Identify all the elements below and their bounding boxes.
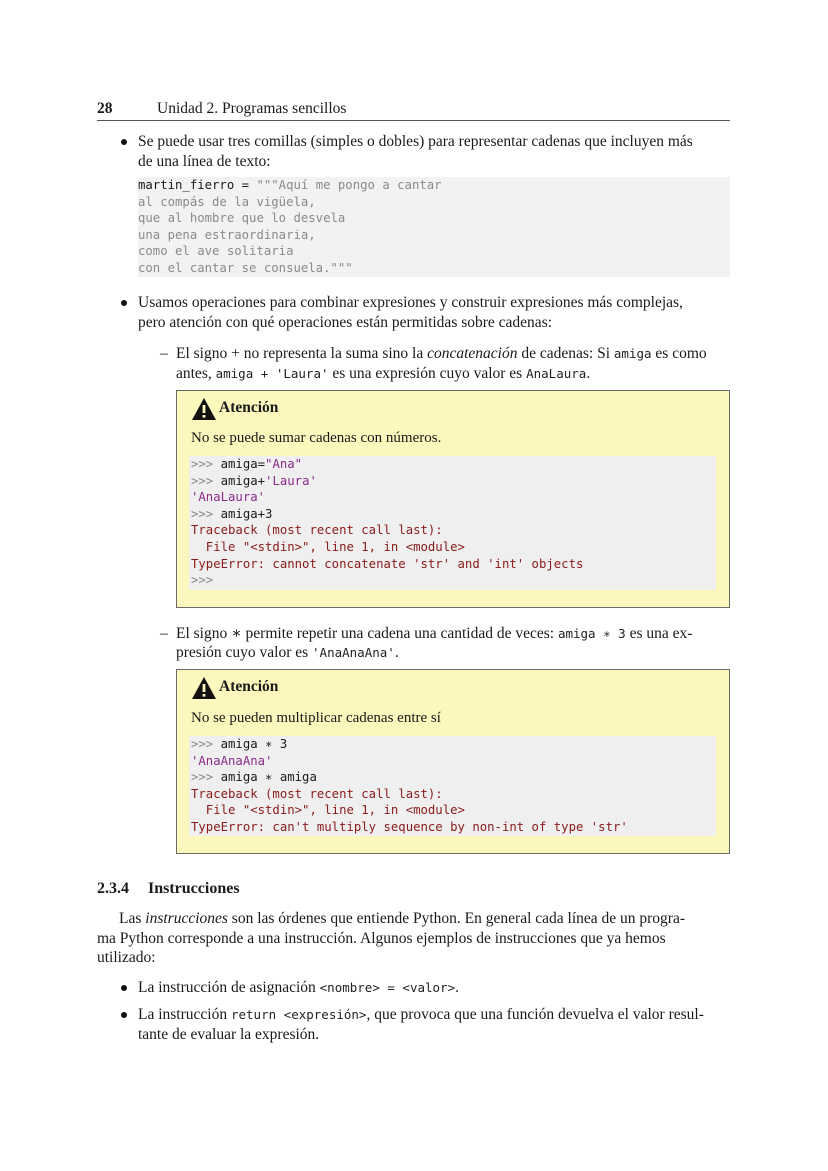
- warning-title: Atención: [219, 678, 279, 695]
- code-operator: =: [234, 178, 257, 192]
- sub-item-text: antes, amiga + 'Laura' es una expresión cuyo valor es AnaLaura.: [176, 365, 591, 382]
- page-number: 28: [97, 100, 113, 117]
- code-string: al compás de la vigüela,: [138, 194, 316, 209]
- code-block-martin-fierro: [138, 177, 730, 277]
- paragraph-line: ma Python corresponde a una instrucción. Algunos ejemplos de instrucciones que ya hemos: [97, 930, 666, 947]
- code-string: como el ave solitaria: [138, 244, 294, 259]
- header-rule: [97, 120, 730, 121]
- bullet-text: La instrucción de asignación <nombre> = <valor>.: [138, 979, 459, 996]
- warning-text: No se puede sumar cadenas con números.: [191, 430, 442, 446]
- warning-title: Atención: [219, 399, 279, 416]
- console-output: >>> amiga ∗ 3 'AnaAnaAna' >>> amiga ∗ amiga Traceback (most recent call last): File "<stdin>", line 1, in <module> TypeError: can't multiply sequence by non-int of type 'str': [189, 736, 716, 836]
- section-title: Instrucciones: [148, 880, 240, 897]
- bullet-marker: [121, 985, 127, 991]
- bullet-marker: [121, 300, 127, 306]
- bullet-text: pero atención con qué operaciones están permitidas sobre cadenas:: [138, 314, 553, 331]
- code-string: """Aquí me pongo a cantar: [256, 178, 442, 192]
- dash-marker: –: [160, 345, 168, 362]
- running-title: Unidad 2. Programas sencillos: [157, 100, 347, 117]
- code-string: con el cantar se consuela.""": [138, 260, 353, 275]
- dash-marker: –: [160, 625, 168, 642]
- code-variable: martin_fierro: [138, 178, 235, 192]
- paragraph-line: utilizado:: [97, 949, 156, 966]
- code-string: que al hombre que lo desvela: [138, 211, 346, 226]
- bullet-text: tante de evaluar la expresión.: [138, 1026, 320, 1043]
- warning-box: [176, 669, 730, 854]
- bullet-marker: [121, 139, 127, 145]
- sub-item-text: El signo + no representa la suma sino la concatenación de cadenas: Si amiga es como: [176, 345, 707, 362]
- bullet-text: Se puede usar tres comillas (simples o dobles) para representar cadenas que incluyen más: [138, 133, 693, 150]
- bullet-text: La instrucción return <expresión>, que provoca que una función devuelva el valor resul-: [138, 1006, 704, 1023]
- bullet-marker: [121, 1012, 127, 1018]
- code-string: una pena estraordinaria,: [138, 227, 316, 242]
- sub-item-text: presión cuyo valor es 'AnaAnaAna'.: [176, 644, 399, 661]
- console-output: >>> amiga="Ana" >>> amiga+'Laura' 'AnaLaura' >>> amiga+3 Traceback (most recent call last): File "<stdin>", line 1, in <module> TypeError: cannot concatenate 'str' and 'int' objects >>>: [189, 456, 716, 590]
- sub-item-text: El signo ∗ permite repetir una cadena una cantidad de veces: amiga ∗ 3 es una ex-: [176, 625, 693, 642]
- warning-box: [176, 390, 730, 608]
- section-number: 2.3.4: [97, 880, 129, 897]
- warning-icon: [191, 397, 217, 421]
- bullet-text: de una línea de texto:: [138, 153, 271, 170]
- bullet-text: Usamos operaciones para combinar expresiones y construir expresiones más complejas,: [138, 294, 683, 311]
- warning-text: No se pueden multiplicar cadenas entre sí: [191, 710, 441, 726]
- paragraph-line: Las instrucciones son las órdenes que entiende Python. En general cada línea de un progra-: [119, 910, 686, 927]
- warning-icon: [191, 676, 217, 700]
